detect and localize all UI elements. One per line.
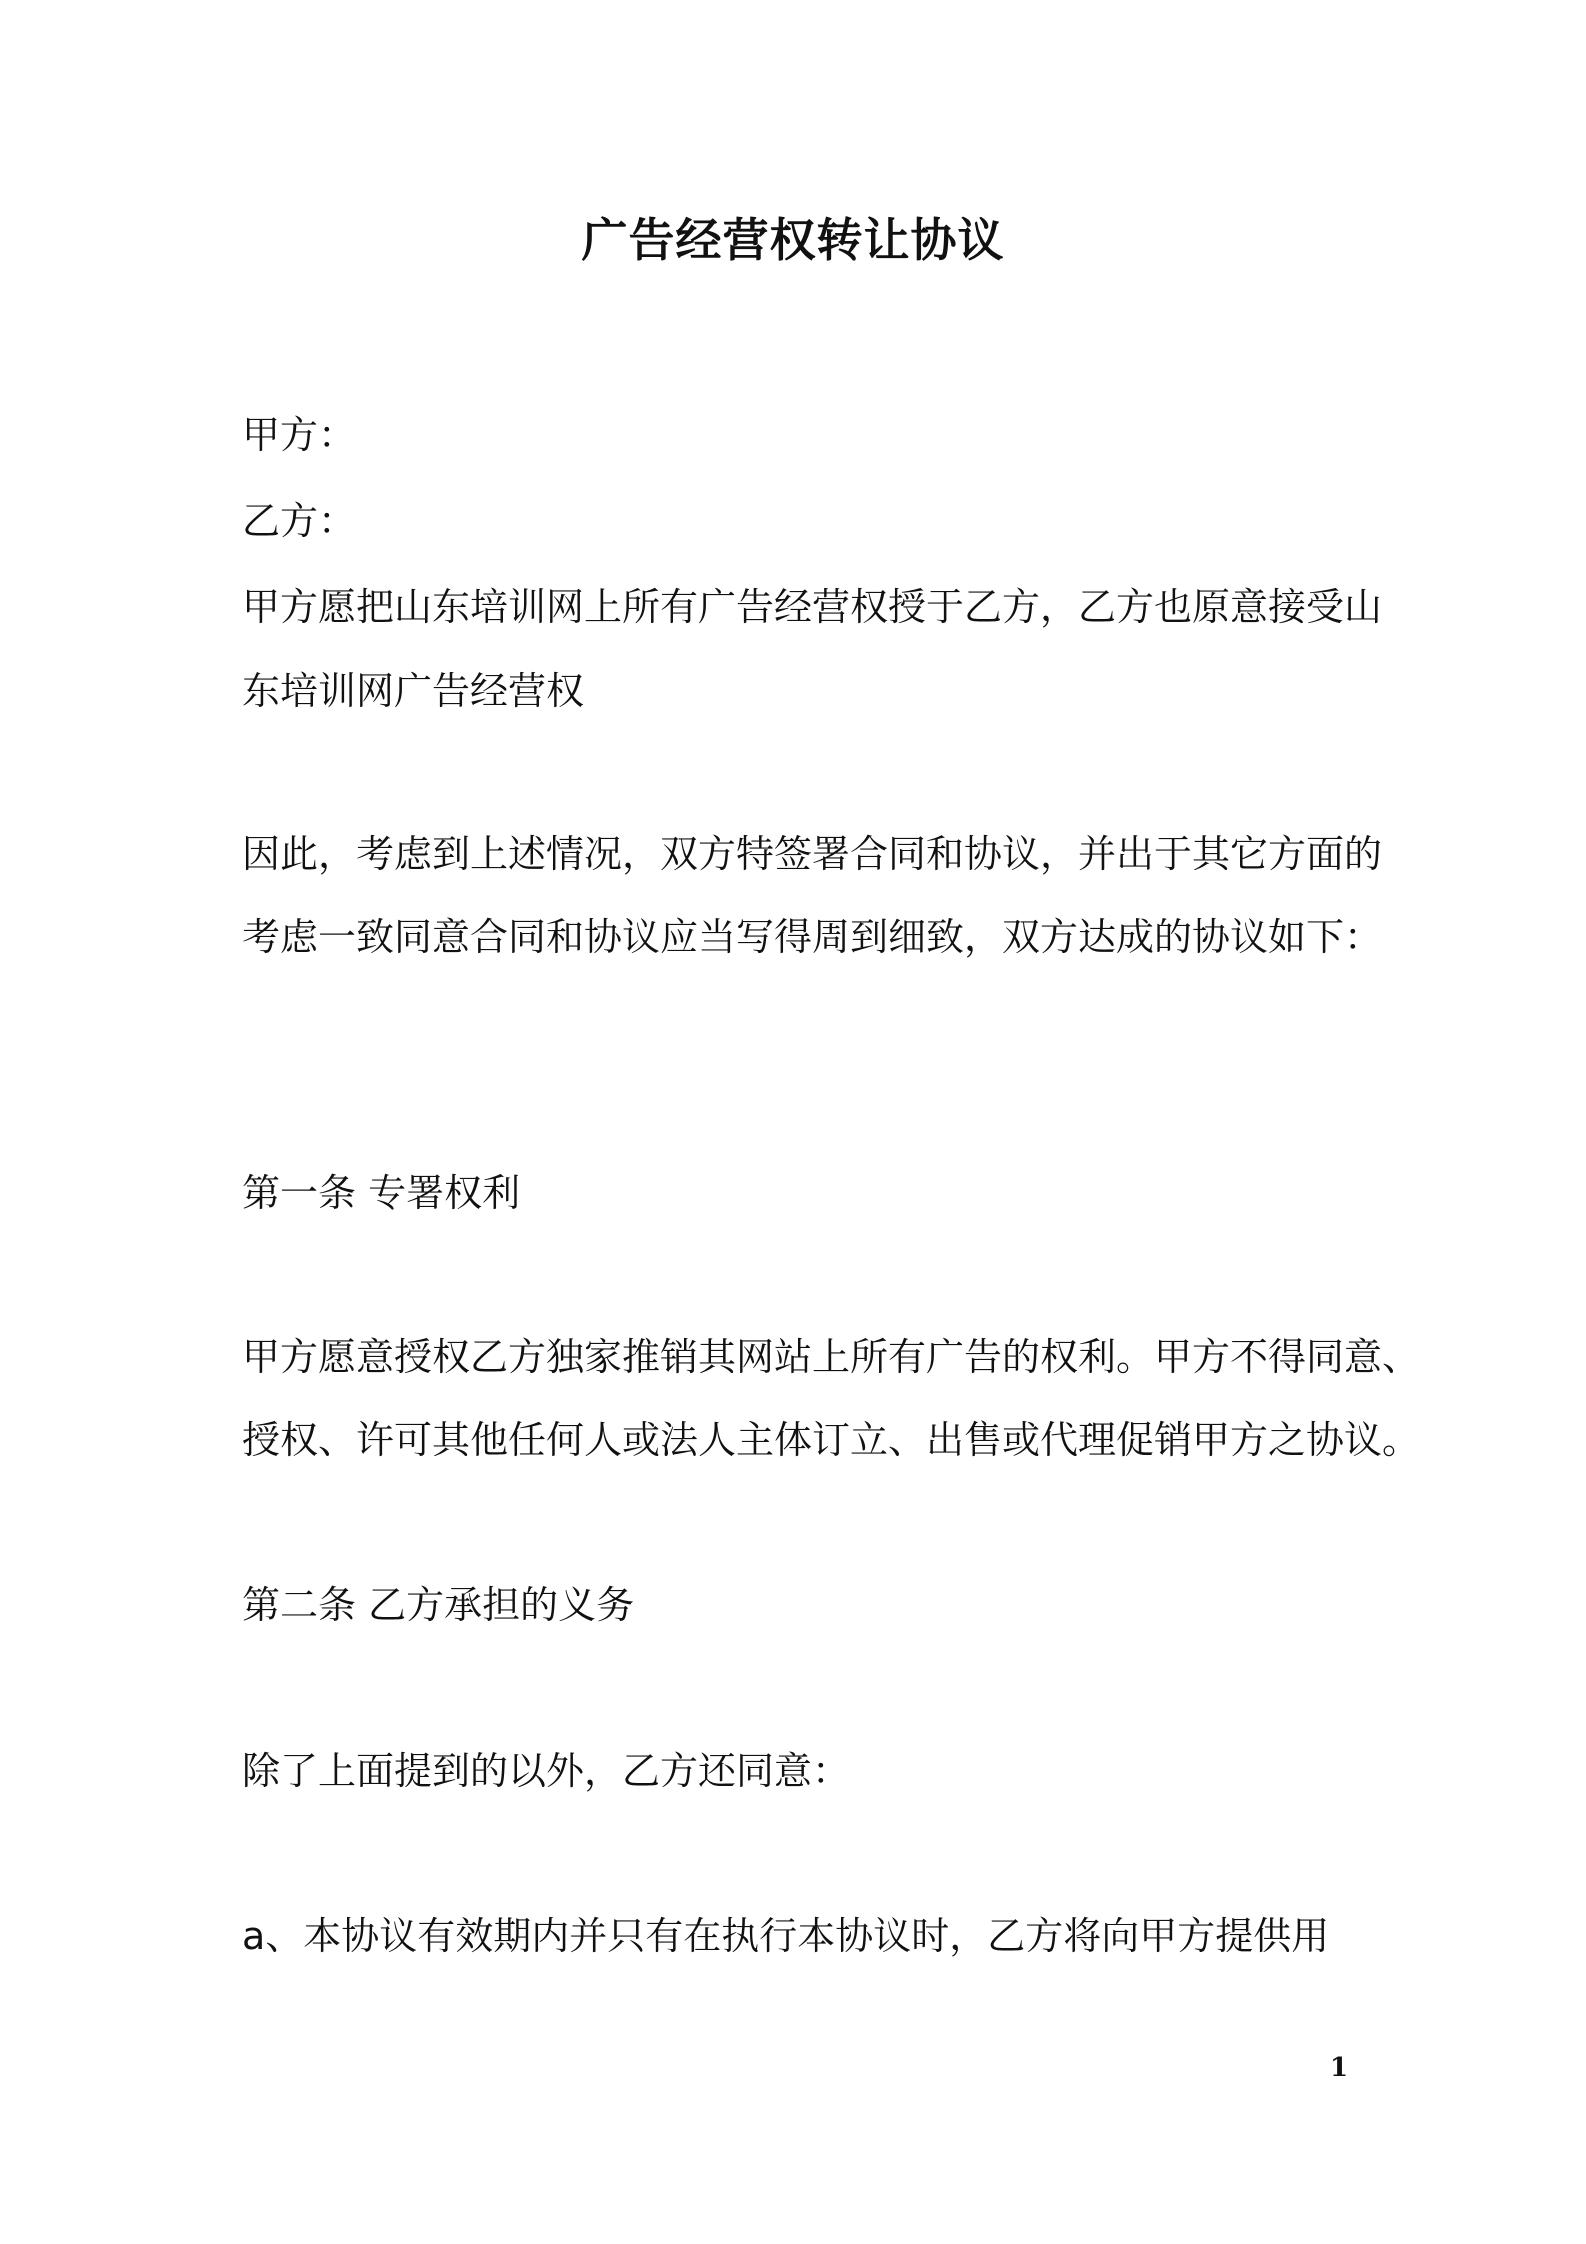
party-b-label: 乙方： [242,499,357,543]
intro-line-1: 甲方愿把山东培训网上所有广告经营权授于乙方，乙方也原意接受山 [242,585,1383,629]
document-title: 广告经营权转让协议 [581,213,1005,267]
recital-line-2: 考虑一致同意合同和协议应当写得周到细致，双方达成的协议如下： [242,915,1383,959]
article-2-heading: 第二条 乙方承担的义务 [242,1583,635,1627]
article-2-item-a: a、本协议有效期内并只有在执行本协议时，乙方将向甲方提供用 [242,1914,1330,1958]
article-1-heading: 第一条 专署权利 [242,1171,521,1215]
article-2-intro: 除了上面提到的以外，乙方还同意： [242,1749,851,1793]
article-1-body-line-2: 授权、许可其他任何人或法人主体订立、出售或代理促销甲方之协议。 [242,1418,1421,1462]
article-1-body-line-1: 甲方愿意授权乙方独家推销其网站上所有广告的权利。甲方不得同意、 [242,1335,1421,1379]
page-number: 1 [1330,2053,1349,2083]
recital-line-1: 因此，考虑到上述情况，双方特签署合同和协议，并出于其它方面的 [242,832,1383,876]
party-a-label: 甲方： [242,413,357,457]
intro-line-2: 东培训网广告经营权 [242,669,585,713]
